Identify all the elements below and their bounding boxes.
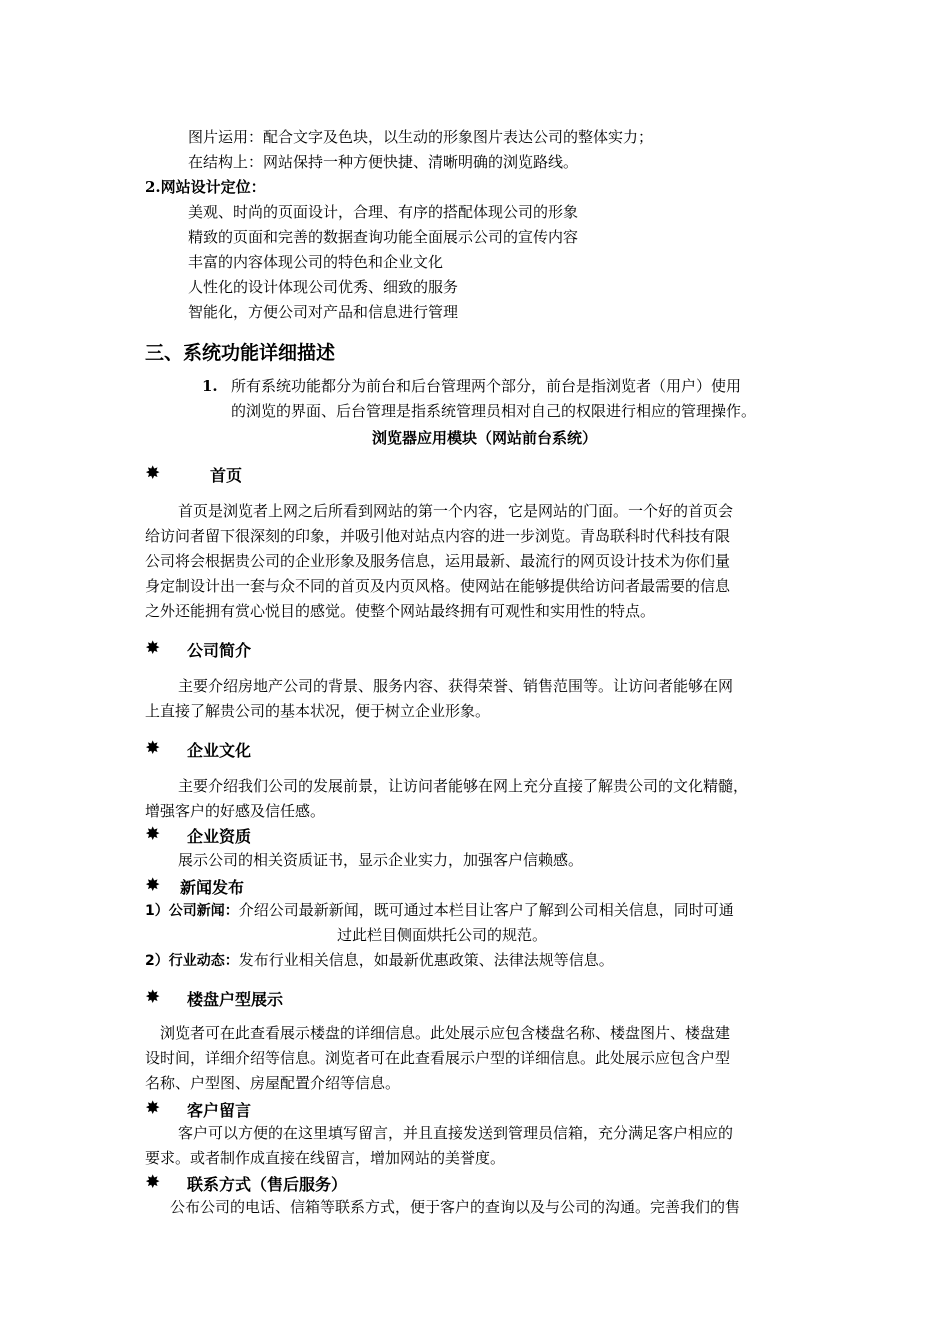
culture-paragraph [145,774,748,824]
qualification-line: 展示公司的相关资质证书，显示企业实力，加强客户信赖感。 [178,851,584,869]
news-item-1 [145,900,734,921]
news-item-text: 介绍公司最新新闻，既可通过本栏目让客户了解到公司相关信息，同时可通 [238,901,734,919]
positioning-item: 人性化的设计体现公司优秀、细致的服务 [188,278,459,296]
module-heading-home: 首页 [210,466,243,485]
paragraph-line: 之外还能拥有赏心悦目的感觉。使整个网站最终拥有可观性和实用性的特点。 [145,602,656,620]
news-item-label: 2）行业动态： [145,953,239,969]
module-heading-profile: 公司简介 [187,641,252,660]
module-title: 浏览器应用模块（网站前台系统） [372,429,598,447]
item-number: 1. [202,377,218,395]
positioning-item: 精致的页面和完善的数据查询功能全面展示公司的宣传内容 [188,228,579,246]
module-heading-news: 新闻发布 [180,878,245,897]
positioning-item: 丰富的内容体现公司的特色和企业文化 [188,253,444,271]
news-item-label: 1）公司新闻： [145,903,239,919]
section-title: 三、系统功能详细描述 [145,342,336,364]
module-heading-qualification: 企业资质 [187,827,252,846]
bullet-icon: ✸ [146,638,160,657]
news-item-1-cont: 过此栏目侧面烘托公司的规范。 [337,926,548,944]
paragraph-line: 给访问者留下很深刻的印象，并吸引他对站点内容的进一步浏览。青岛联科时代科技有限 [145,527,731,545]
paragraph-line: 客户可以方便的在这里填写留言，并且直接发送到管理员信箱，充分满足客户相应的 [178,1124,734,1142]
paragraph-line: 增强客户的好感及信任感。 [145,802,326,820]
positioning-item: 智能化，方便公司对产品和信息进行管理 [188,303,459,321]
bullet-icon: ✸ [146,1172,160,1191]
paragraph-line: 设时间，详细介绍等信息。浏览者可在此查看展示户型的详细信息。此处展示应包含户型 [145,1049,731,1067]
paragraph-line: 主要介绍房地产公司的背景、服务内容、获得荣誉、销售范围等。让访问者能够在网 [178,677,734,695]
floorplan-paragraph [145,1021,730,1096]
bullet-icon: ✸ [146,1098,160,1117]
paragraph-line: 名称、户型图、房屋配置介绍等信息。 [145,1074,401,1092]
home-paragraph [145,499,733,624]
paragraph-line: 要求。或者制作成直接在线留言，增加网站的美誉度。 [145,1149,506,1167]
bullet-icon: ✸ [146,875,160,894]
paragraph-line: 公布公司的电话、信箱等联系方式，便于客户的查询以及与公司的沟通。完善我们的售 [170,1198,741,1216]
bullet-icon: ✸ [146,738,160,757]
news-item-2 [145,950,614,971]
paragraph-line: 主要介绍我们公司的发展前景，让访问者能够在网上充分直接了解贵公司的文化精髓， [178,777,749,795]
module-heading-culture: 企业文化 [187,741,252,760]
paragraph-line: 上直接了解贵公司的基本状况，便于树立企业形象。 [145,702,491,720]
bullet-icon: ✸ [146,463,160,482]
news-item-text: 发布行业相关信息，如最新优惠政策、法律法规等信息。 [238,951,614,969]
positioning-item: 美观、时尚的页面设计，合理、有序的搭配体现公司的形象 [188,203,579,221]
paragraph-line: 首页是浏览者上网之后所看到网站的第一个内容，它是网站的门面。一个好的首页会 [178,502,734,520]
positioning-heading: 2.网站设计定位： [145,178,266,196]
intro-line: 图片运用：配合文字及色块，以生动的形象图片表达公司的整体实力； [188,128,654,146]
module-heading-contact: 联系方式（售后服务） [187,1175,348,1194]
profile-paragraph [145,674,733,724]
module-heading-message: 客户留言 [187,1101,252,1120]
paragraph-line: 浏览者可在此查看展示楼盘的详细信息。此处展示应包含楼盘名称、楼盘图片、楼盘建 [160,1024,731,1042]
item-line: 的浏览的界面、后台管理是指系统管理员相对自己的权限进行相应的管理操作。 [231,402,757,420]
paragraph-line: 身定制设计出一套与众不同的首页及内页风格。使网站在能够提供给访问者最需要的信息 [145,577,731,595]
bullet-icon: ✸ [146,824,160,843]
item-line: 所有系统功能都分为前台和后台管理两个部分，前台是指浏览者（用户）使用 [231,377,742,395]
bullet-icon: ✸ [146,987,160,1006]
paragraph-line: 公司将会根据贵公司的企业形象及服务信息，运用最新、最流行的网页设计技术为你们量 [145,552,731,570]
module-heading-floorplan: 楼盘户型展示 [187,990,284,1009]
intro-line: 在结构上：网站保持一种方便快捷、清晰明确的浏览路线。 [188,153,579,171]
message-paragraph [145,1121,733,1171]
contact-paragraph [145,1195,740,1220]
